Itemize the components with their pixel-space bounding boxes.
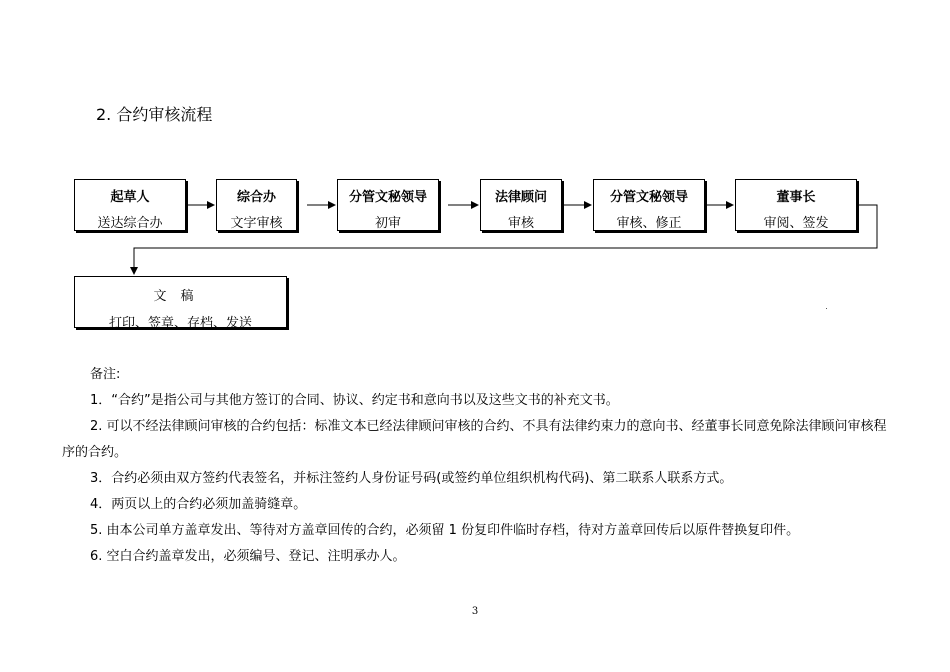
step-title: 董事长 [776, 190, 816, 205]
section-heading: 2. 合约审核流程 [96, 105, 213, 124]
note-item: 6. 空白合约盖章发出，必须编号、登记、注明承办人。 [90, 549, 406, 564]
flow-step-chairman [735, 179, 857, 231]
step-desc: 审核 [507, 216, 534, 231]
page-number: 3 [471, 606, 479, 617]
step-title: 分管文秘领导 [348, 190, 427, 205]
step-title: 文稿 [153, 289, 208, 304]
note-item: 5. 由本公司单方盖章发出、等待对方盖章回传的合约，必须留 1 份复印件临时存档，待对方盖章回传后以原件替换复印件。 [90, 523, 800, 538]
step-desc: 送达综合办 [97, 216, 163, 231]
notes-section [62, 362, 892, 570]
step-desc: 审核、修正 [616, 216, 682, 231]
step-desc: 初审 [374, 216, 401, 231]
note-item: 3．合约必须由双方签约代表签名，并标注签约人身份证号码(或签约单位组织机构代码)、第二联系人联系方式。 [90, 471, 733, 486]
step-title: 综合办 [236, 190, 276, 205]
note-item: 1．“合约”是指公司与其他方签订的合同、协议、约定书和意向书以及这些文书的补充文书。 [90, 393, 619, 408]
stray-dot [826, 308, 827, 309]
step-title: 分管文秘领导 [609, 190, 688, 205]
step-desc: 文字审核 [230, 216, 283, 231]
step-title: 起草人 [110, 190, 150, 205]
step-title: 法律顾问 [494, 190, 547, 205]
note-item: 4．两页以上的合约必须加盖骑缝章。 [90, 497, 307, 512]
step-desc: 审阅、签发 [763, 216, 829, 231]
notes-title: 备注: [90, 367, 121, 382]
flow-step-secretary-leader-initial [337, 179, 439, 231]
note-item: 2. 可以不经法律顾问审核的合约包括：标准文本已经法律顾问审核的合约、不具有法律约束力的意向书、经董事长同意免除法律顾问审核程序的合约。 [62, 419, 887, 460]
flow-step-document [74, 276, 287, 331]
flow-step-secretary-leader-revise [593, 179, 705, 231]
flow-step-general-office [216, 179, 297, 231]
flow-step-drafter [74, 179, 186, 231]
flow-step-legal-advisor [480, 179, 562, 231]
step-desc: 打印、签章、存档、发送 [108, 316, 252, 331]
